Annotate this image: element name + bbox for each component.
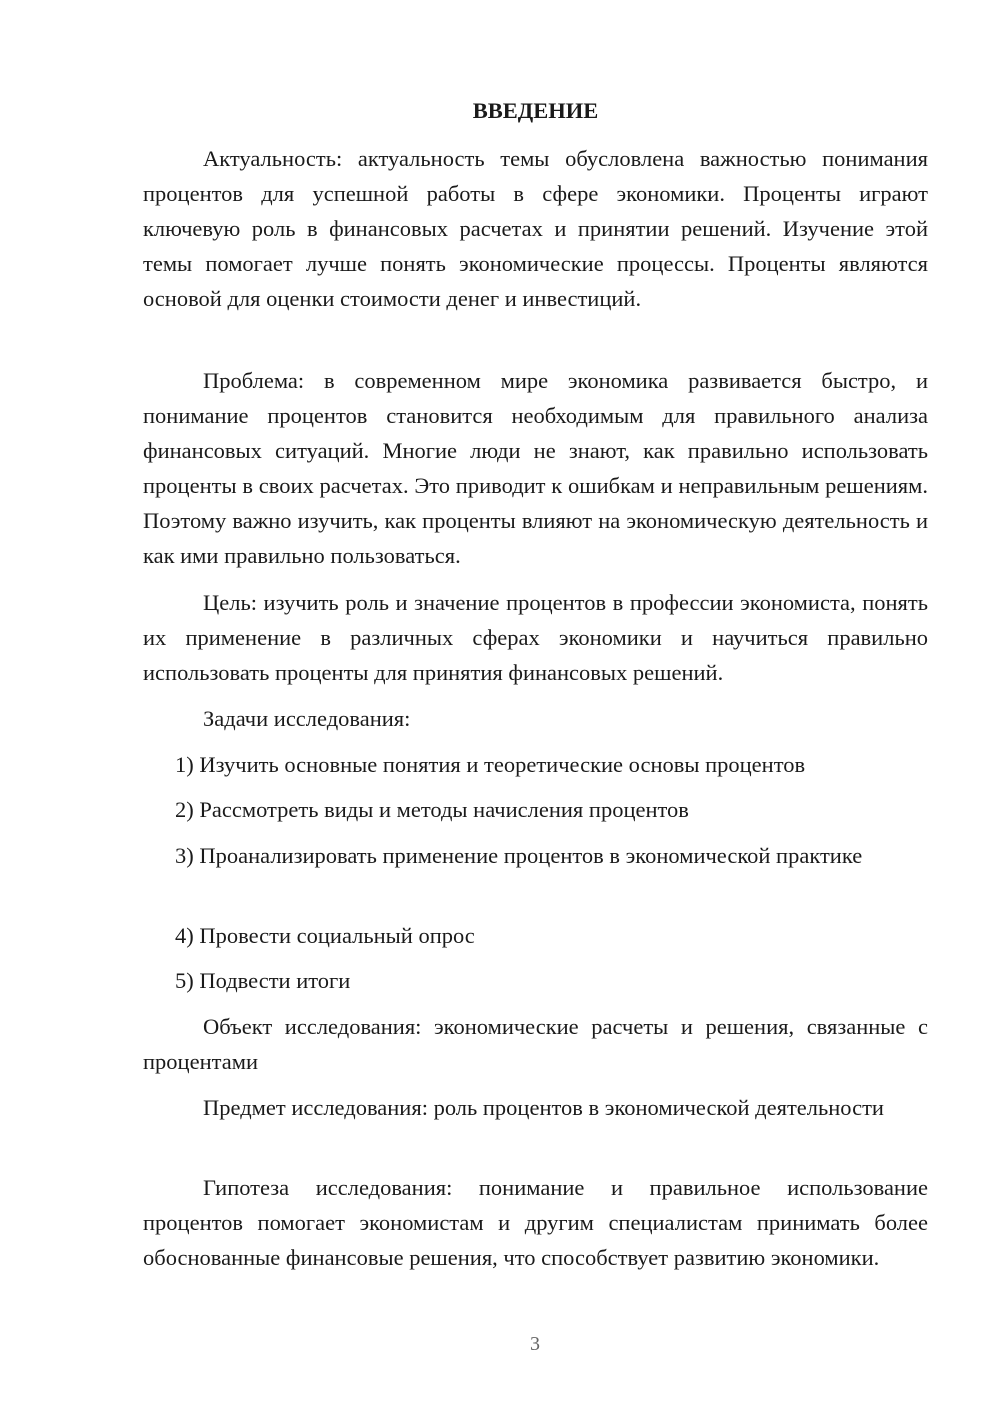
- subject-paragraph: Предмет исследования: роль процентов в экономической деятельности: [203, 1095, 884, 1120]
- relevance-paragraph: Актуальность: актуальность темы обусловлена важностью понимания процентов для успешной работы в сфере экономики. Проценты играют ключевую роль в финансовых расчетах и принятии решений. Изучение этой темы помогает лучше понять экономические процессы. Проценты являются основой для оценки стоимости денег и инвестиций.: [143, 146, 928, 311]
- task-item-5: 5) Подвести итоги: [175, 968, 351, 993]
- page-number: 3: [530, 1333, 540, 1355]
- task-item-1: 1) Изучить основные понятия и теоретические основы процентов: [175, 752, 806, 777]
- task-item-4: 4) Провести социальный опрос: [175, 923, 475, 948]
- task-item-2: 2) Рассмотреть виды и методы начисления процентов: [175, 797, 689, 822]
- task-item-3: 3) Проанализировать применение процентов в экономической практике: [175, 843, 863, 868]
- object-paragraph: Объект исследования: экономические расчеты и решения, связанные с процентами: [143, 1014, 928, 1074]
- goal-paragraph: Цель: изучить роль и значение процентов в профессии экономиста, понять их применение в различных сферах экономики и научиться правильно использовать проценты для принятия финансовых решений.: [143, 590, 928, 685]
- hypothesis-paragraph: Гипотеза исследования: понимание и правильное использование процентов помогает экономистам и другим специалистам принимать более обоснованные финансовые решения, что способствует развитию экономики.: [143, 1175, 928, 1270]
- problem-paragraph: Проблема: в современном мире экономика развивается быстро, и понимание процентов становится необходимым для правильного анализа финансовых ситуаций. Многие люди не знают, как правильно использовать проценты в своих расчетах. Это приводит к ошибкам и неправильным решениям. Поэтому важно изучить, как проценты влияют на экономическую деятельность и как ими правильно пользоваться.: [143, 368, 928, 568]
- tasks-heading: Задачи исследования:: [203, 706, 411, 731]
- page-title: ВВЕДЕНИЕ: [472, 98, 599, 123]
